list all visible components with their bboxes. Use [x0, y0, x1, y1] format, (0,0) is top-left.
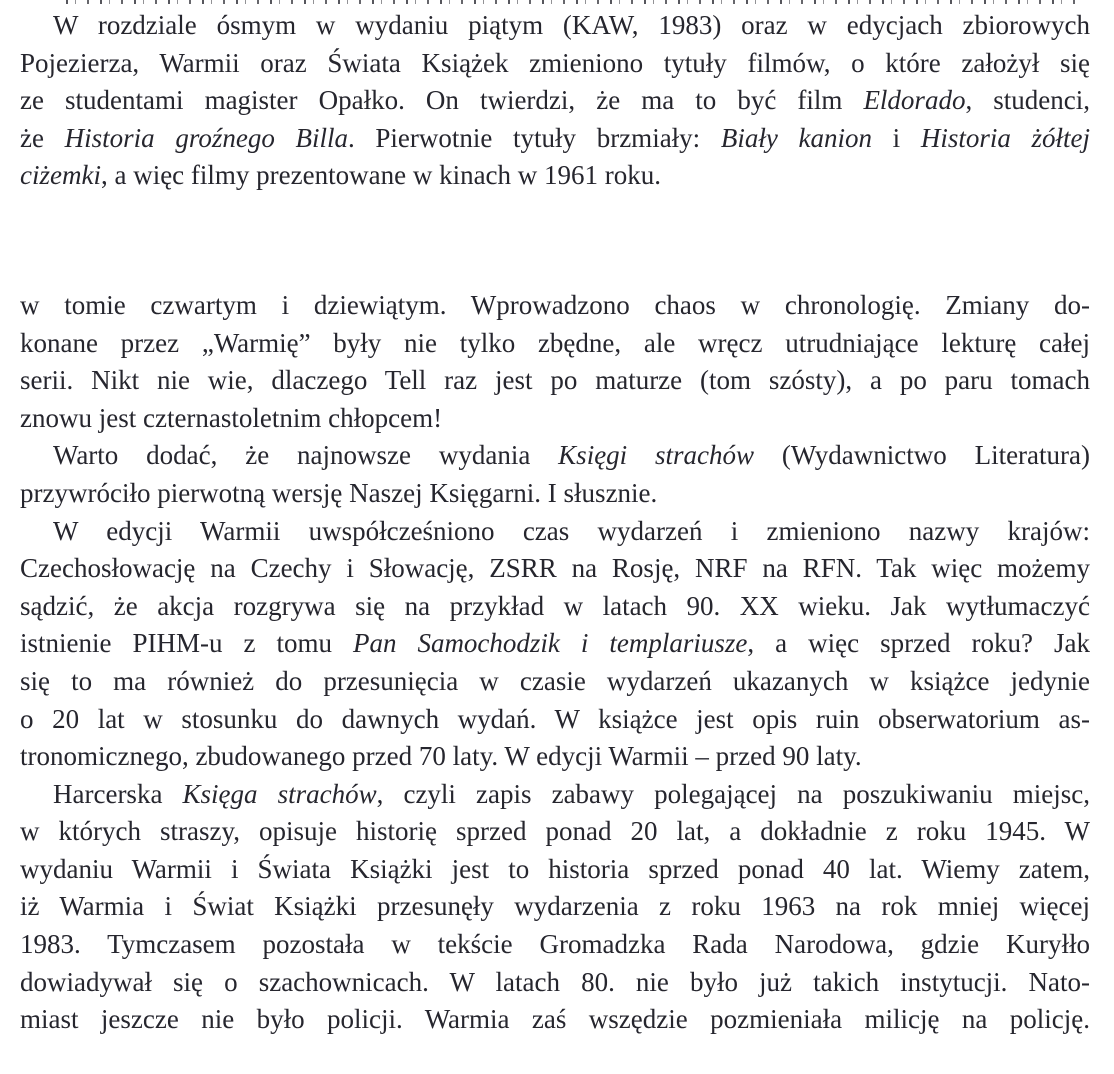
text-line: [20, 701, 1090, 739]
text-segment: . Pierwotnie tytuły brzmiały:: [347, 122, 721, 153]
text-segment: i: [871, 122, 921, 153]
text-segment: Harcerska: [53, 778, 183, 809]
text-line: [20, 926, 1090, 964]
text-segment: znowu jest czternastoletnim chłopcem!: [20, 402, 443, 433]
text-line: [20, 475, 1090, 513]
text-line: [20, 400, 1090, 438]
italic-text-segment: Pan Samochodzik i templariusze: [352, 628, 748, 659]
text-line: [20, 287, 1090, 325]
italic-text-segment: Biały kanion: [720, 122, 872, 153]
text-line: [20, 7, 1090, 45]
text-segment: Pojezierza, Warmii oraz Świata Książek zmieniono tytuły filmów, o które założył się: [20, 47, 1090, 78]
text-segment: (Wydawnictwo Literatura): [754, 440, 1090, 471]
text-line: [20, 157, 1090, 195]
section-gap: [20, 195, 1090, 287]
text-segment: sądzić, że akcja rozgrywa się na przykład w latach 90. XX wieku. Jak wytłumaczyć: [20, 590, 1090, 621]
paragraph: [20, 513, 1090, 776]
italic-text-segment: Eldorado: [863, 85, 966, 116]
paragraph: [20, 776, 1090, 1039]
text-segment: 1983. Tymczasem pozostała w tekście Gromadzka Rada Narodowa, gdzie Kuryłło: [20, 929, 1090, 960]
paragraph: [20, 287, 1090, 437]
text-line: [20, 625, 1090, 663]
text-segment: że: [20, 122, 65, 153]
paragraph: [20, 7, 1090, 195]
italic-text-segment: Historia groźnego Billa: [64, 122, 348, 153]
text-line: [20, 588, 1090, 626]
text-segment: Warto dodać, że najnowsze wydania: [53, 440, 559, 471]
text-segment: tronomicznego, zbudowanego przed 70 laty. W edycji Warmii – przed 90 laty.: [20, 741, 862, 772]
text-line: [20, 513, 1090, 551]
text-segment: dowiadywał się o szachownicach. W latach 80. nie było już takich instytucji. Nato-: [20, 966, 1090, 997]
text-segment: Czechosłowację na Czechy i Słowację, ZSRR na Rosję, NRF na RFN. Tak więc możemy: [20, 553, 1090, 584]
text-line: [20, 663, 1090, 701]
text-segment: przywróciło pierwotną wersję Naszej Księgarni. I słusznie.: [20, 477, 658, 508]
text-segment: W edycji Warmii uwspółcześniono czas wydarzeń i zmieniono nazwy krajów:: [53, 515, 1090, 546]
text-segment: konane przez „Warmię” były nie tylko zbędne, ale wręcz utrudniające lekturę całej: [20, 327, 1090, 358]
text-line: [20, 813, 1090, 851]
text-line: [20, 120, 1090, 158]
paragraph: [20, 437, 1090, 512]
text-line: [20, 964, 1090, 1002]
text-segment: , studenci,: [965, 85, 1090, 116]
clipped-line-remnant: [20, 0, 1090, 7]
italic-text-segment: Księgi strachów: [558, 440, 755, 471]
italic-text-segment: ciżemki: [20, 160, 101, 191]
text-segment: w tomie czwartym i dziewiątym. Wprowadzono chaos w chronologię. Zmiany do-: [20, 289, 1090, 320]
clipped-glyph-tips: [66, 0, 1076, 4]
text-line: [20, 776, 1090, 814]
text-segment: wydaniu Warmii i Świata Książki jest to historia sprzed ponad 40 lat. Wiemy zatem,: [20, 853, 1090, 884]
text-segment: o 20 lat w stosunku do dawnych wydań. W książce jest opis ruin obserwatorium as-: [20, 703, 1090, 734]
text-segment: W rozdziale ósmym w wydaniu piątym (KAW, 1983) oraz w edycjach zbiorowych: [53, 10, 1090, 40]
text-segment: miast jeszcze nie było policji. Warmia zaś wszędzie pozmieniała milicję na policję.: [20, 1004, 1090, 1035]
text-line: [20, 738, 1090, 776]
text-line: [20, 1001, 1090, 1039]
text-segment: istnienie PIHM-u z tomu: [20, 628, 353, 659]
text-segment: , a więc sprzed roku? Jak: [747, 628, 1091, 659]
text-line: [20, 82, 1090, 120]
text-segment: iż Warmia i Świat Książki przesunęły wydarzenia z roku 1963 na rok mniej więcej: [20, 891, 1090, 922]
body-text: [20, 7, 1090, 1039]
text-segment: w których straszy, opisuje historię sprzed ponad 20 lat, a dokładnie z roku 1945. W: [20, 816, 1090, 847]
text-segment: serii. Nikt nie wie, dlaczego Tell raz jest po maturze (tom szósty), a po paru tomach: [20, 365, 1090, 396]
text-line: [20, 888, 1090, 926]
text-line: [20, 851, 1090, 889]
text-line: [20, 325, 1090, 363]
text-segment: , czyli zapis zabawy polegającej na poszukiwaniu miejsc,: [376, 778, 1090, 809]
text-line: [20, 437, 1090, 475]
text-segment: , a więc filmy prezentowane w kinach w 1961 roku.: [100, 160, 662, 191]
italic-text-segment: Księga strachów: [182, 778, 377, 809]
italic-text-segment: Historia żółtej: [920, 122, 1091, 153]
text-line: [20, 550, 1090, 588]
text-line: [20, 362, 1090, 400]
text-segment: ze studentami magister Opałko. On twierdzi, że ma to być film: [20, 85, 864, 116]
text-segment: się to ma również do przesunięcia w czasie wydarzeń ukazanych w książce jedynie: [20, 665, 1090, 696]
text-line: [20, 45, 1090, 83]
